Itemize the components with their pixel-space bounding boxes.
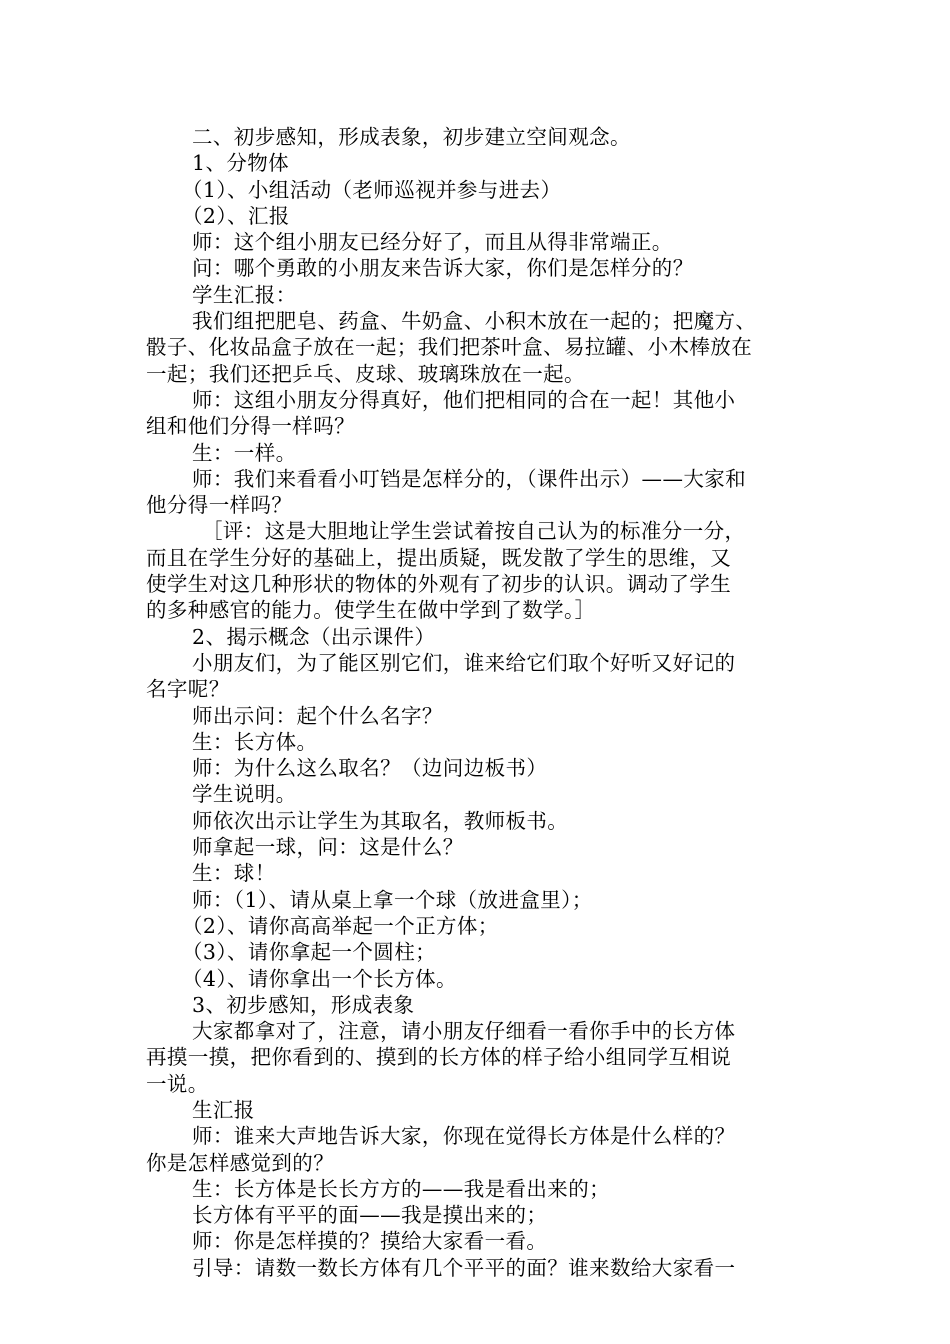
text-line: 师：我们来看看小叮铛是怎样分的，（课件出示）——大家和 [192, 466, 747, 491]
text-line: （3）、请你拿起一个圆柱； [182, 940, 436, 965]
text-line: 生：球！ [192, 861, 276, 886]
text-line: （4）、请你拿出一个长方体。 [182, 966, 457, 991]
text-line: 2、揭示概念（出示课件） [192, 624, 436, 649]
text-line: 师出示问：起个什么名字？ [192, 703, 443, 728]
text-line: 名字呢？ [146, 677, 230, 702]
text-line: 1、分物体 [192, 151, 290, 176]
text-line: 师依次出示让学生为其取名，教师板书。 [192, 808, 569, 833]
text-line: 师：这个组小朋友已经分好了，而且从得非常端正。 [192, 230, 673, 255]
text-line: （2）、汇报 [182, 203, 290, 228]
text-line: 的多种感官的能力。使学生在做中学到了数学。］ [146, 598, 596, 623]
text-line: 小朋友们，为了能区别它们，谁来给它们取个好听又好记的 [192, 650, 736, 675]
text-line: 问：哪个勇敢的小朋友来告诉大家，你们是怎样分的？ [192, 256, 694, 281]
text-line: 生：长方体。 [192, 729, 318, 754]
text-line: 引导：请数一数长方体有几个平平的面？谁来数给大家看一 [192, 1255, 736, 1280]
text-line: （2）、请你高高举起一个正方体； [182, 913, 499, 938]
text-line: 一起；我们还把乒乓、皮球、玻璃珠放在一起。 [146, 361, 585, 386]
text-line: 使学生对这几种形状的物体的外观有了初步的认识。调动了学生 [146, 572, 732, 597]
text-line: 长方体有平平的面——我是摸出来的； [192, 1203, 548, 1228]
text-line: 学生说明。 [192, 782, 297, 807]
text-line: 一说。 [146, 1071, 209, 1096]
text-line: 再摸一摸，把你看到的、摸到的长方体的样子给小组同学互相说 [146, 1045, 732, 1070]
text-line: 生汇报 [192, 1097, 255, 1122]
text-line: 我们组把肥皂、药盒、牛奶盒、小积木放在一起的；把魔方、 [192, 309, 757, 334]
text-line: 师：这组小朋友分得真好，他们把相同的合在一起！其他小 [192, 387, 736, 412]
text-line: 师：你是怎样摸的？摸给大家看一看。 [192, 1229, 548, 1254]
text-line: 学生汇报： [192, 282, 297, 307]
text-line: （1）、小组活动（老师巡视并参与进去） [182, 177, 562, 202]
text-line: 而且在学生分好的基础上，提出质疑，既发散了学生的思维，又 [146, 545, 732, 570]
text-line: 3、初步感知，形成表象 [192, 992, 415, 1017]
text-line: ［评：这是大胆地让学生尝试着按自己认为的标准分一分， [202, 519, 746, 544]
text-line: 师：为什么这么取名？（边问边板书） [192, 756, 548, 781]
text-line: 组和他们分得一样吗？ [146, 414, 355, 439]
text-line: 师：谁来大声地告诉大家，你现在觉得长方体是什么样的？ [192, 1124, 736, 1149]
text-line: 骰子、化妆品盒子放在一起；我们把茶叶盒、易拉罐、小木棒放在 [146, 335, 753, 360]
text-line: 他分得一样吗？ [146, 493, 293, 518]
text-line: 你是怎样感觉到的？ [146, 1150, 335, 1175]
text-line: 生：一样。 [192, 440, 297, 465]
text-line: 师拿起一球，问：这是什么？ [192, 835, 464, 860]
text-line: 师：（1）、请从桌上拿一个球（放进盒里）； [192, 887, 593, 912]
text-line: 二、初步感知，形成表象，初步建立空间观念。 [192, 125, 631, 149]
text-line: 大家都拿对了，注意，请小朋友仔细看一看你手中的长方体 [192, 1019, 736, 1044]
text-line: 生：长方体是长长方方的——我是看出来的； [192, 1176, 610, 1201]
document-body [146, 124, 808, 1281]
